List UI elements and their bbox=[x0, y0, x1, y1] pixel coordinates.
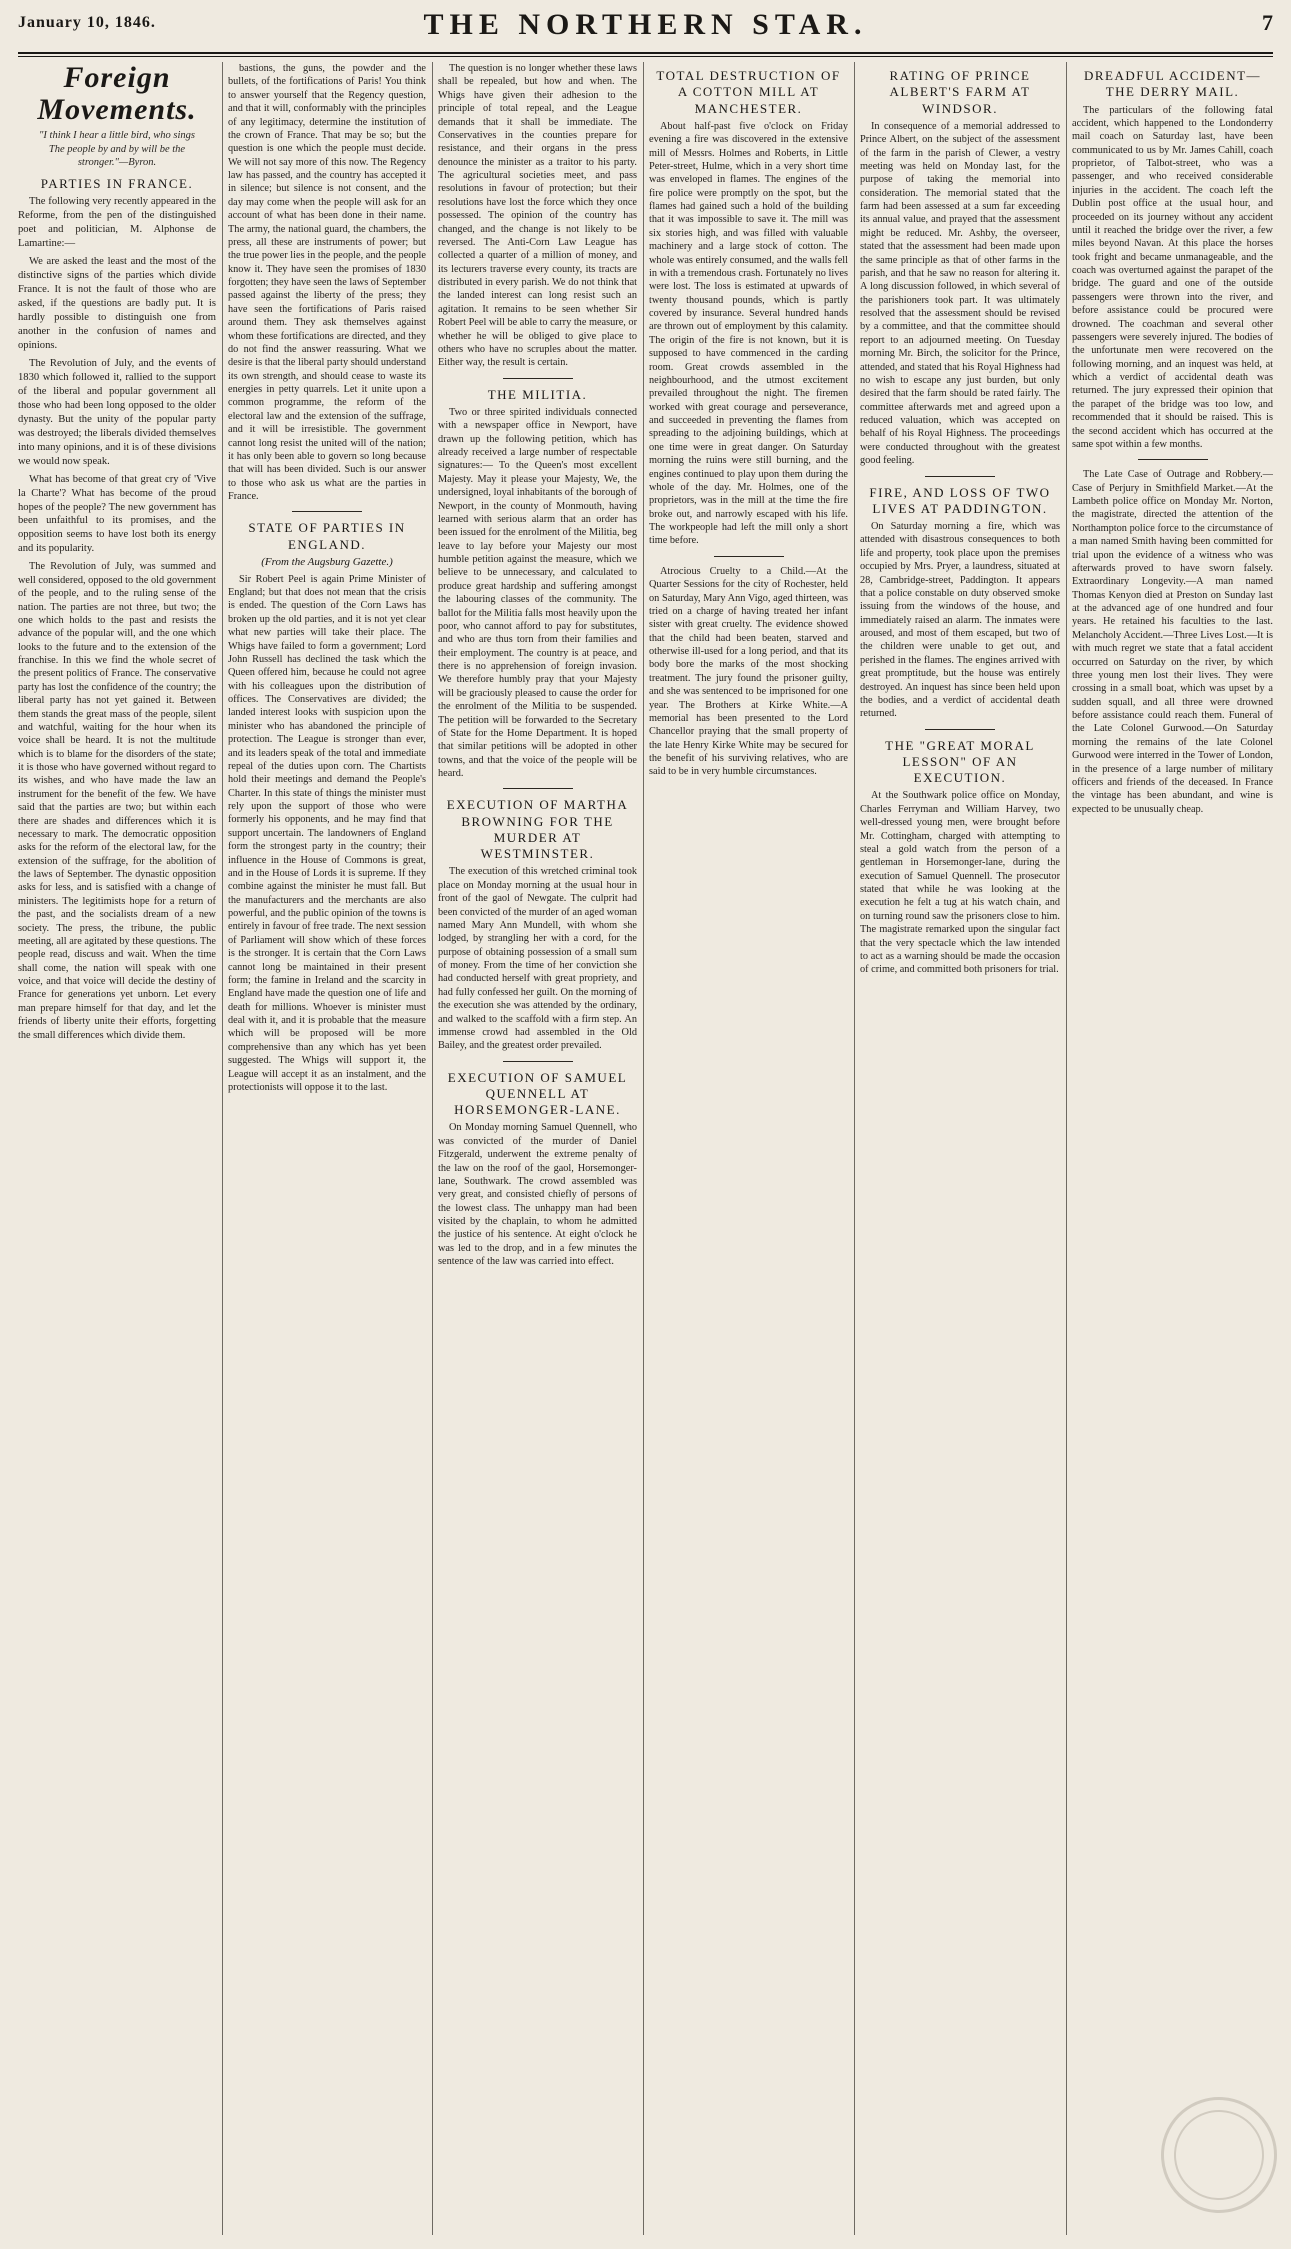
column-5 bbox=[860, 62, 1060, 2235]
page-number: 7 bbox=[1262, 10, 1273, 35]
article-separator bbox=[925, 476, 995, 477]
article-headline-execution-quennell: EXECUTION OF SAMUEL QUENNELL AT HORSEMONGER-LANE. bbox=[447, 1069, 628, 1118]
masthead bbox=[18, 6, 1273, 52]
column-divider bbox=[432, 62, 433, 2235]
article-separator bbox=[292, 511, 362, 512]
article-headline-derry-mail: DREADFUL ACCIDENT—THE DERRY MAIL. bbox=[1083, 68, 1262, 100]
article-body: The Revolution of July, was summed and well considered, opposed to the old government of the people, and to the ruling sense of the nation. The parties are not three, but two; the one which holds to the past and resists the advance of the popular will, and the one which looks to the future and to the extension of the franchise. In this we find the whole secret of the present politics of France. The conservative party has lost the confidence of the country; the liberal party has not yet gained it. Between them stands the great mass of the people, silent and watchful, waiting for the hour when its voice shall be heard. It is not the multitude which is to blame for the disorders of the state; it is those who have governed without regard to its wishes, and who have made the law an instrument for the benefit of the few. We have said that the parties are two; but within each there are shades and differences which it is necessary to mark. The democratic opposition asks for the reform of the electoral law, for the extension of the suffrage, for the abolition of the laws of September. The dynastic opposition asks for less, and is satisfied with a change of ministers. The legitimists hope for a return of the past, and the socialists dream of a new society. The press, the tribune, the public meeting, all are agitated by these questions. The people read, discuss and wait. When the time shall come, the nation will speak with one voice, and that voice will decide the destiny of France for generations yet unborn. Let every man prepare himself for that day, and let the friends of liberty unite their efforts, forgetting the small differences which divide them. bbox=[18, 561, 216, 1041]
article-separator bbox=[503, 378, 573, 379]
article-body: On Monday morning Samuel Quennell, who was convicted of the murder of Daniel Fitzgerald, underwent the extreme penalty of the law on the roof of the gaol, Horsemonger-lane, Southwark. The crowd assembled was very great, and consisted chiefly of persons of the lowest class. The unhappy man had been visited by the chaplain, to whom he admitted the justice of his sentence. At eight o'clock he was led to the drop, and in a few minutes the sentence of the law was carried into effect. bbox=[438, 1122, 637, 1268]
column-divider bbox=[1066, 62, 1067, 2235]
newspaper-title: THE NORTHERN STAR. bbox=[423, 8, 868, 41]
article-headline-parties-france: PARTIES IN FRANCE. bbox=[40, 175, 194, 191]
article-headline-militia: THE MILITIA. bbox=[487, 386, 588, 402]
article-separator bbox=[503, 1061, 573, 1062]
article-headline-parties-england: STATE OF PARTIES IN ENGLAND. bbox=[248, 520, 406, 552]
article-headline-execution-browning: EXECUTION OF MARTHA BROWNING FOR THE MURDER AT WESTMINSTER. bbox=[446, 797, 629, 862]
column-divider bbox=[222, 62, 223, 2235]
article-headline-prince-albert-farm: RATING OF PRINCE ALBERT'S FARM AT WINDSOR. bbox=[889, 68, 1031, 116]
article-body: In consequence of a memorial addressed to Prince Albert, on the subject of the assessment of the farm in the parish of Clewer, a vestry meeting was held on Monday last, for the purpose of taking the memorial into consideration. The memorial stated that the farm had been assessed at a sum far exceeding its annual value, and prayed that the assessment might be reduced. Mr. Ashby, the overseer, stated that the assessment had been made upon the same principle as that of other farms in the parish, and that he saw no reason for altering it. A long discussion followed, in which several of the parishioners took part. It was ultimately resolved that the assessment should be revised by a committee, and that the committee should report to an adjourned meeting. On Tuesday morning Mr. Birch, the solicitor for the Prince, attended, and stated that his Royal Highness had no wish to escape any just burden, but only desired that the farm should be rated fairly. The committee afterwards met and agreed upon a reduced valuation, which was accepted on behalf of his Royal Highness. The proceedings were conducted throughout with the greatest good feeling. bbox=[860, 120, 1060, 467]
article-separator bbox=[925, 729, 995, 730]
column-6 bbox=[1072, 62, 1273, 2235]
article-body: The question is no longer whether these laws shall be repealed, but how and when. The Whigs have given their adhesion to the principle of total repeal, and the League demands that it shall be immediate. The Conservatives in the counties prepare for resistance, and their organs in the press denounce the minister as a traitor to his party. The agricultural societies meet, and pass resolutions in favour of protection; but their resolutions have lost the force which they once possessed. The opinion of the country has changed, and the change is not likely to be reversed. The Anti-Corn Law League has collected a quarter of a million of money, and its lecturers traverse every county, its tracts are distributed in every parish. We do not think that the landed interest can long resist such an agitation. It remains to be seen whether Sir Robert Peel will be able to carry the measure, or whether he will be obliged to give place to others who have no scruples about the matter. Either way, the result is certain. bbox=[438, 63, 637, 369]
column-divider bbox=[643, 62, 644, 2235]
issue-date: January 10, 1846. bbox=[18, 14, 156, 31]
column-2 bbox=[228, 62, 426, 2235]
article-headline-cotton-mill: TOTAL DESTRUCTION OF A COTTON MILL AT MANCHESTER. bbox=[656, 68, 841, 116]
article-body: Sir Robert Peel is again Prime Minister of England; but that does not mean that the crisis is ended. The question of the Corn Laws has broken up the old parties, and it is not yet clear what new parties will take their place. The Whigs have failed to form a government; Lord John Russell has declined the task which the Queen offered him, because he could not agree with his colleagues upon the distribution of offices. The Conservatives are divided; the landed interest looks with suspicion upon the minister who has abandoned the principle of protection. The League is stronger than ever, and its leaders speak of the total and immediate repeal of the duties upon corn. The Chartists hold their meetings and demand the People's Charter. In this state of things the minister must rely upon the support of those who were formerly his opponents, and he may find that support uncertain. The landowners of England form the strongest party in the country; their influence in the House of Commons is great, and in the House of Lords it is supreme. If they combine against the minister he must fall. But the manufacturers and the merchants are also powerful, and the public opinion of the towns is entirely in favour of free trade. The next session of Parliament will show which of these forces is the stronger. It is certain that the Corn Laws cannot long be maintained in their present form; the famine in Ireland and the scarcity in England have made the question one of life and death for millions. Whoever is minister must deal with it, and it is probable that the measure which will be proposed will be more comprehensive than any which has yet been suggested. The Whigs will support it, the League will accept it as an instalment, and the protectionists will oppose it to the last. bbox=[228, 573, 426, 1093]
article-body: The particulars of the following fatal accident, which happened to the Londonderry mail coach on Saturday last, have been communicated to us by Mr. James Cahill, coach proprietor, of Talbot-street, who was a passenger, and who received considerable injuries in the accident. The coach left the Dublin post office at the usual hour, and proceeded on its journey without any accident until it reached the bridge over the river, a few miles beyond Navan. At this place the horses took fright and became unmanageable, and the coach was overturned against the parapet of the bridge. The guard and one of the outside passengers were thrown into the river, and before assistance could be procured were drowned. The coachman and several other passengers were severely injured. The bodies of the unfortunate men were recovered on the following morning, and an inquest was held, at which a verdict of accidental death was returned. The jury expressed their opinion that the parapet of the bridge was too low, and recommended that it should be raised. This is the second accident which has occurred at the same spot within a few months. bbox=[1072, 104, 1273, 450]
article-body: Atrocious Cruelty to a Child.—At the Quarter Sessions for the city of Rochester, held on Saturday, Mary Ann Vigo, aged thirteen, was tried on a charge of having treated her infant sister with great cruelty. The evidence showed that the child had been beaten, starved and otherwise ill-used for a long period, and that its body bore the marks of the most shocking treatment. The jury found the prisoner guilty, and she was sentenced to be imprisoned for one year. The Brothers at Kirke White.—A memorial has been presented to the Lord Chancellor praying that the small property of the late Henry Kirke White may be secured for the benefit of his surviving relatives, who are said to be in very humble circumstances. bbox=[649, 565, 848, 778]
article-body: The Late Case of Outrage and Robbery.—Case of Perjury in Smithfield Market.—At the Lambeth police office on Monday Mr. Norton, the magistrate, directed the attention of the Northampton police force to the circumstance of a man named Smith having been committed for trial upon the evidence of a witness who was afterwards proved to have sworn falsely. Extraordinary Longevity.—A man named Thomas Kenyon died at Preston on Sunday last at the advanced age of one hundred and four years. He retained his faculties to the last. Melancholy Accident.—Three Lives Lost.—It is with much regret we state that a fatal accident occurred on Saturday on the river, by which three young men lost their lives. They were crossing in a small boat, which was upset by a sudden squall, and all three were drowned before assistance could reach them. Funeral of the Late Colonel Gurwood.—On Saturday morning the remains of the late Colonel Gurwood were interred in the Tower of London, in the presence of a large number of military officers and friends of the deceased. In France the vintage has been abundant, and wine is expected to be unusually cheap. bbox=[1072, 469, 1273, 815]
article-body: About half-past five o'clock on Friday evening a fire was discovered in the extensive mill of Messrs. Holmes and Roberts, in Little Peter-street, Hulme, which in a very short time was enveloped in flames. The engines of the fire police were promptly on the spot, but the flames had gained such a hold of the building that it was impossible to save it. The mill was six stories high, and was filled with valuable machinery and a large stock of cotton. The whole was entirely consumed, and the walls fell in with a tremendous crash. Fortunately no lives were lost. The loss is estimated at upwards of twenty thousand pounds, which is partly covered by insurance. Several hundred hands are thrown out of employment by this calamity. The origin of the fire is not known, but it is supposed to have commenced in the carding room. Great crowds assembled in the neighbourhood, and the utmost excitement prevailed throughout the night. The firemen worked with great courage and perseverance, and succeeded in preventing the flames from spreading to the adjoining buildings, which at one time were in great danger. On Saturday morning the ruins were still burning, and the engines continued to play upon them during the whole of the day. Mr. Holmes, one of the proprietors, was in the mill at the time the fire broke out, and narrowly escaped with his life. The workpeople had left the mill only a short time before. bbox=[649, 120, 848, 547]
article-paragraph: We are asked the least and the most of the distinctive signs of the parties which divide France. It is not the fault of those who are asked, if the questions are badly put. It is hardly possible to distinguish one from another in the confusion of names and opinions. bbox=[18, 256, 216, 351]
article-body: The execution of this wretched criminal took place on Monday morning at the usual hour in front of the gaol of Newgate. The culprit had been convicted of the murder of an aged woman named Mary Ann Mundell, with whom she lodged, by strangling her with a cord, for the purpose of obtaining possession of a small sum of money. From the time of her conviction she had conducted herself with great propriety, and had fully confessed her guilt. On the morning of the execution she was attended by the ordinary, and walked to the scaffold with a firm step. An immense crowd had assembled in the Old Bailey, and the greatest order prevailed. bbox=[438, 866, 637, 1052]
article-paragraph: The following very recently appeared in the Reforme, from the pen of the distinguished poet and politician, M. Alphonse de Lamartine:— bbox=[18, 196, 216, 250]
column-4 bbox=[649, 62, 848, 2235]
column-divider bbox=[854, 62, 855, 2235]
article-body: bastions, the guns, the powder and the bullets, of the fortifications of Paris! You think to answer yourself that the Regency question, and that it will, conformably with the principles of any legitimacy, determine the institution of the crown of France. That may be so; but the question is one which the people must decide. We will not say more of this now. The Regency law has passed, and the country has accepted it in silence; but silence is not consent, and the day may come when the people will ask for an account of what has been done in their name. The army, the national guard, the chambers, the press, all these are instruments of power; but the true power lies in the people, and the people know it. They have seen the promises of 1830 forgotten; they have seen the laws of September passed against the liberty of the press; they have seen the fortifications of Paris raised around them. They ask themselves against whom these fortifications are directed, and they do not find the answer reassuring. What we desire is that the liberal party should understand its own strength, and should cease to waste its energies in petty quarrels. Let it unite upon a common programme, the reform of the electoral law and the extension of the suffrage, and it will be irresistible. The government cannot long resist the united will of the nation; it has only been able to govern so long because that will has been divided. Such is our answer to those who ask us what are the parties in France. bbox=[228, 63, 426, 502]
section-heading-foreign: Foreign Movements. bbox=[37, 62, 197, 126]
column-1 bbox=[18, 62, 216, 2235]
epigraph-verse: "I think I hear a little bird, who sings The people by and by will be the stronger."—Byron. bbox=[39, 130, 195, 169]
article-separator bbox=[1138, 459, 1208, 460]
article-paragraph: The Revolution of July, and the events of 1830 which followed it, rallied to the support of the liberal and popular government all those who had been long opposed to the older dynasty. But the unity of the popular party was destroyed; the liberals divided themselves into many opinions, and it is of these divisions we would now speak. bbox=[18, 357, 216, 467]
article-body: At the Southwark police office on Monday, Charles Ferryman and William Harvey, two well-dressed young men, were brought before Mr. Cottingham, charged with attempting to steal a gold watch from the person of a gentleman in Horsemonger-lane, during the execution of Samuel Quennell. The prosecutor stated that while he was looking at the execution he felt a tug at his watch chain, and on turning round saw the prisoners close to him. The magistrate remarked upon the singular fact that the very spectacle which the law intended to act as a warning should be made the occasion of crime, and committed both prisoners for trial. bbox=[860, 790, 1060, 976]
masthead-rule-thin bbox=[18, 56, 1273, 57]
article-body: On Saturday morning a fire, which was attended with disastrous consequences to both life and property, took place upon the premises occupied by Mrs. Pryer, a laundress, situated at 28, Cambridge-street, Paddington. It appears that a police constable on duty observed smoke issuing from the windows of the house, and immediately raised an alarm. The inmates were aroused, and most of them escaped, but two of the children were unable to get out, and perished in the flames. The engines arrived with great promptitude, but the house was entirely destroyed. An inquest has since been held upon the bodies, and a verdict of accidental death returned. bbox=[860, 521, 1060, 720]
article-paragraph: What has become of that great cry of 'Vive la Charte'? What has become of the proud hopes of the people? The new government has been unfaithful to its promises, and the opposition seems to have lost both its energy and its popularity. bbox=[18, 473, 216, 555]
masthead-rule bbox=[18, 52, 1273, 54]
column-3 bbox=[438, 62, 637, 2235]
article-separator bbox=[714, 556, 784, 557]
article-separator bbox=[503, 788, 573, 789]
article-headline-fire-paddington: FIRE, AND LOSS OF TWO LIVES AT PADDINGTON. bbox=[869, 484, 1051, 516]
article-headline-moral-lesson: THE "GREAT MORAL LESSON" OF AN EXECUTION. bbox=[885, 737, 1035, 786]
article-source: (From the Augsburg Gazette.) bbox=[261, 555, 393, 568]
article-body: Two or three spirited individuals connected with a newspaper office in Newport, have drawn up the following petition, which has already received a large number of respectable signatures:— To the Queen's most excellent Majesty. May it please your Majesty, We, the undersigned, loyal inhabitants of the borough of Newport, in the county of Monmouth, having learned with serious alarm that an order has been issued for the enrolment of the Militia, beg leave to lay before your Majesty our most humble petition against the measure, which we believe to be unnecessary, and calculated to produce great hardship and suffering amongst the labouring classes of the community. The ballot for the Militia falls most heavily upon the poor, who cannot afford to pay for substitutes, and who are thus torn from their families and their employment. The country is at peace, and there is no apprehension of foreign invasion. We therefore humbly pray that your Majesty will be graciously pleased to cause the order for the enrolment of the Militia to be suspended. The petition will be forwarded to the Secretary of State for the Home Department. It is hoped that similar petitions will be adopted in other towns, and that the voice of the people will be heard. bbox=[438, 406, 637, 779]
